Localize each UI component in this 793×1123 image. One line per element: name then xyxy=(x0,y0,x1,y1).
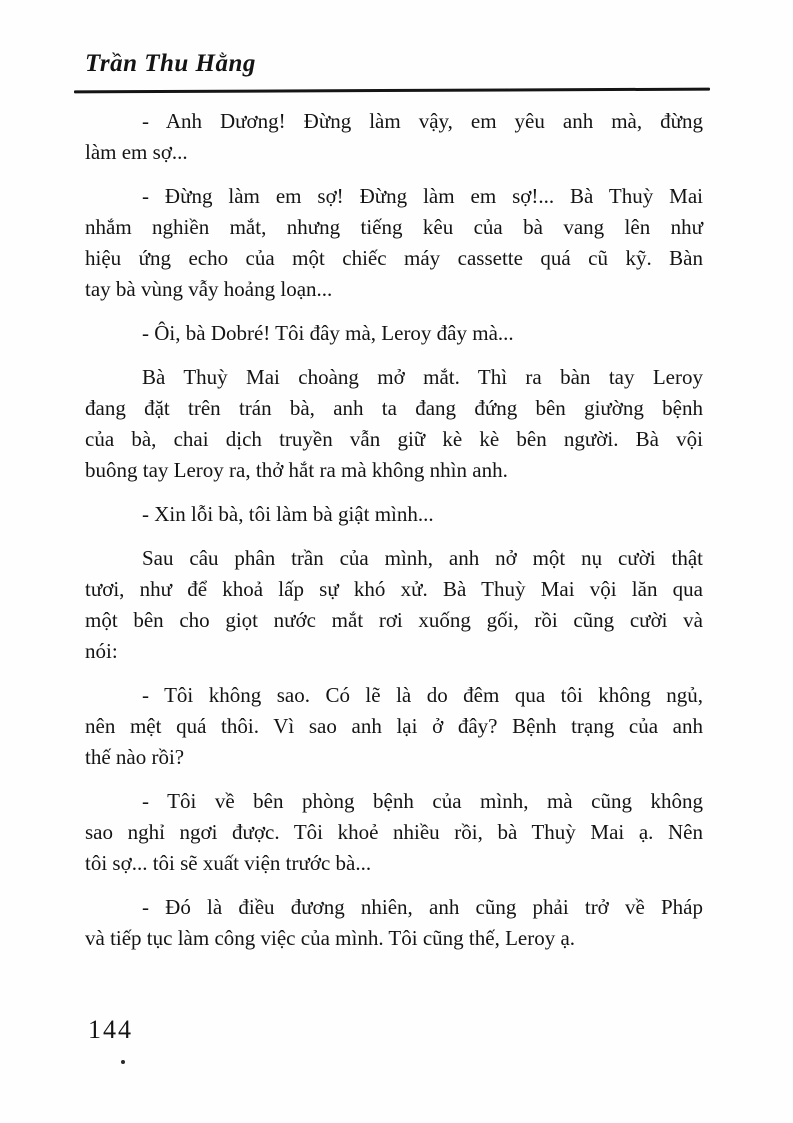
paragraph xyxy=(85,318,703,349)
text-line: - Tôi về bên phòng bệnh của mình, mà cũng không xyxy=(142,789,703,813)
paragraph xyxy=(85,543,703,667)
running-header xyxy=(85,50,710,78)
text-line: Bà Thuỳ Mai choàng mở mắt. Thì ra bàn tay Leroy xyxy=(142,365,703,389)
scan-speck xyxy=(121,1060,125,1064)
body-text xyxy=(85,106,703,954)
text-line: nhắm nghiền mắt, nhưng tiếng kêu của bà vang lên như xyxy=(85,215,703,239)
page-number: 144 xyxy=(88,1015,133,1044)
author-name: Trần Thu Hằng xyxy=(85,50,256,77)
text-line: tôi sợ... tôi sẽ xuất viện trước bà... xyxy=(85,851,372,875)
text-line: buông tay Leroy ra, thở hắt ra mà không nhìn anh. xyxy=(85,458,508,482)
text-line: nên mệt quá thôi. Vì sao anh lại ở đây? Bệnh trạng của anh xyxy=(85,714,703,738)
text-line: tay bà vùng vẫy hoảng loạn... xyxy=(85,277,333,301)
text-line: nói: xyxy=(85,639,118,663)
text-line: và tiếp tục làm công việc của mình. Tôi cũng thế, Leroy ạ. xyxy=(85,926,576,950)
text-line: - Ôi, bà Dobré! Tôi đây mà, Leroy đây mà... xyxy=(142,321,514,345)
paragraph xyxy=(85,786,703,879)
text-line: - Đó là điều đương nhiên, anh cũng phải trở về Pháp xyxy=(142,895,703,919)
text-line: tươi, như để khoả lấp sự khó xử. Bà Thuỳ Mai vội lăn qua xyxy=(85,577,703,601)
header-rule xyxy=(74,88,710,94)
text-line: làm em sợ... xyxy=(85,140,188,164)
text-line: - Xin lỗi bà, tôi làm bà giật mình... xyxy=(142,502,434,526)
text-line: của bà, chai dịch truyền vẫn giữ kè kè bên người. Bà vội xyxy=(85,427,703,451)
paragraph xyxy=(85,106,703,168)
paragraph xyxy=(85,499,703,530)
paragraph xyxy=(85,892,703,954)
text-line: đang đặt trên trán bà, anh ta đang đứng bên giường bệnh xyxy=(85,396,703,420)
text-line: - Đừng làm em sợ! Đừng làm em sợ!... Bà Thuỳ Mai xyxy=(142,184,703,208)
paragraph xyxy=(85,181,703,305)
text-line: sao nghỉ ngơi được. Tôi khoẻ nhiều rồi, bà Thuỳ Mai ạ. Nên xyxy=(85,820,703,844)
paragraph xyxy=(85,362,703,486)
text-line: - Anh Dương! Đừng làm vậy, em yêu anh mà, đừng xyxy=(142,109,703,133)
text-line: một bên cho giọt nước mắt rơi xuống gối, rồi cũng cười và xyxy=(85,608,703,632)
text-line: thế nào rồi? xyxy=(85,745,185,769)
text-line: hiệu ứng echo của một chiếc máy cassette quá cũ kỹ. Bàn xyxy=(85,246,703,270)
text-line: Sau câu phân trần của mình, anh nở một nụ cười thật xyxy=(142,546,703,570)
paragraph xyxy=(85,680,703,773)
text-line: - Tôi không sao. Có lẽ là do đêm qua tôi không ngủ, xyxy=(142,683,703,707)
